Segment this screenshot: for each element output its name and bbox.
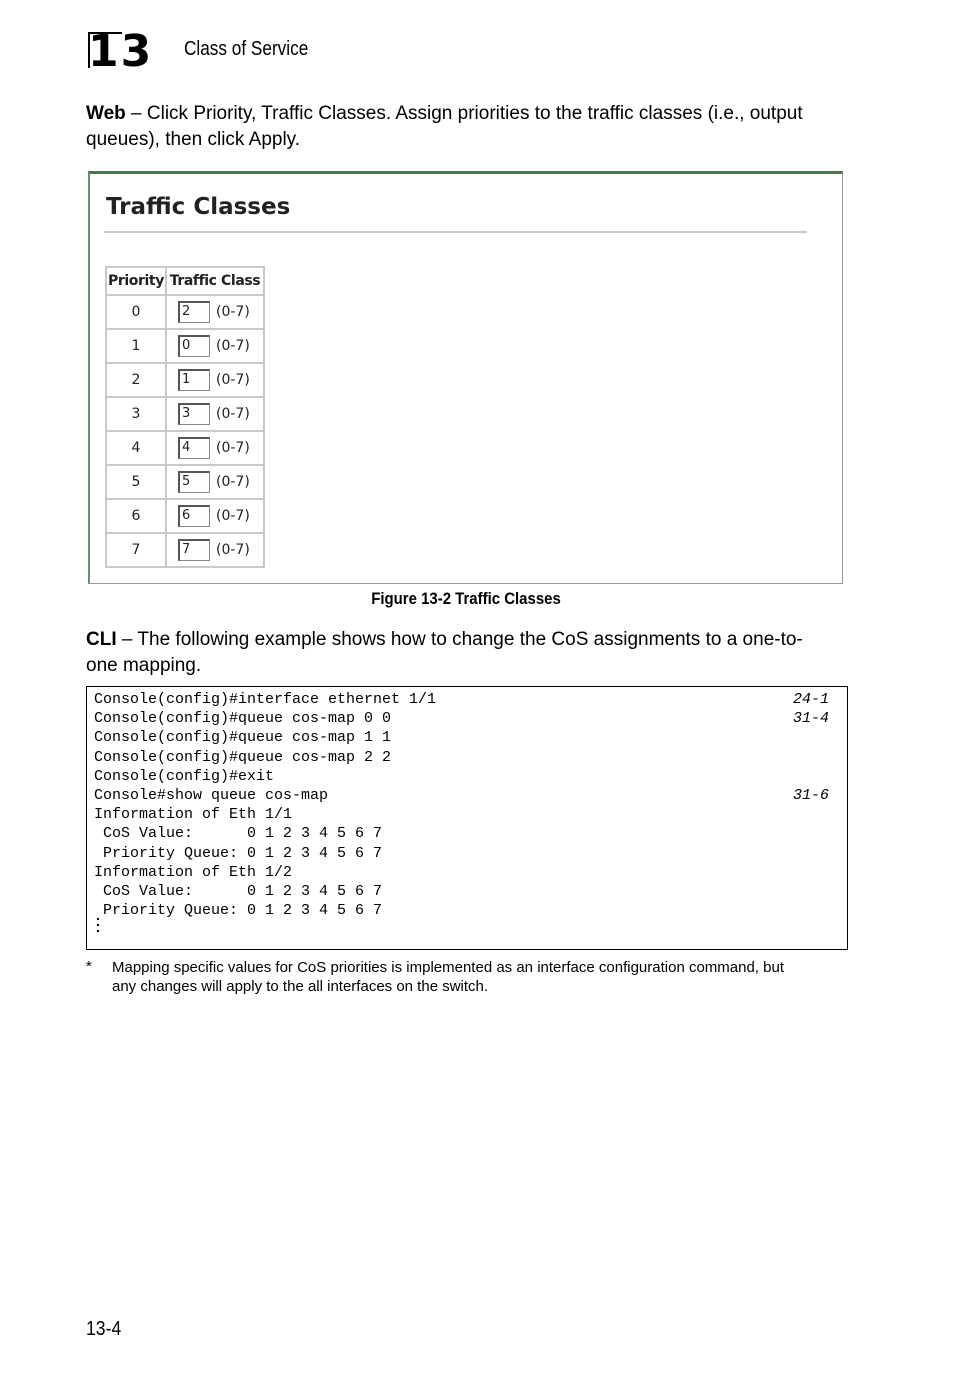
table-row [106, 431, 264, 465]
traffic-class-input[interactable]: 1 [178, 369, 210, 391]
traffic-class-input[interactable]: 0 [178, 335, 210, 357]
range-hint: (0-7) [216, 508, 250, 524]
traffic-class-cell [166, 397, 264, 431]
priority-value: 4 [106, 431, 166, 465]
table-row [106, 499, 264, 533]
title-divider [104, 231, 807, 233]
range-hint: (0-7) [216, 304, 250, 320]
table-row [106, 329, 264, 363]
cli-instructions [86, 627, 826, 679]
table-row [106, 363, 264, 397]
code-line: Information of Eth 1/2 [94, 863, 293, 881]
traffic-class-cell [166, 533, 264, 567]
range-hint: (0-7) [216, 406, 250, 422]
priority-value: 2 [106, 363, 166, 397]
code-line: Console#show queue cos-map [94, 787, 329, 804]
chapter-title: Class of Service [184, 38, 309, 60]
range-hint: (0-7) [216, 440, 250, 456]
traffic-class-cell [166, 363, 264, 397]
traffic-classes-screenshot [88, 171, 843, 584]
priority-value: 5 [106, 465, 166, 499]
code-reference: 24-1 [792, 691, 829, 708]
chapter-number: 13 [88, 26, 154, 77]
traffic-class-input[interactable]: 5 [178, 471, 210, 493]
range-hint: (0-7) [216, 542, 250, 558]
table-row [106, 465, 264, 499]
web-lead: Web [86, 103, 126, 124]
web-text: – Click Priority, Traffic Classes. Assign priorities to the traffic classes (i.e., output queues), then click Apply. [86, 103, 803, 150]
cli-text: – The following example shows how to change the CoS assignments to a one-to-one mapping. [86, 629, 803, 676]
traffic-class-column-header: Traffic Class [166, 267, 264, 295]
priority-value: 6 [106, 499, 166, 533]
code-line: Information of Eth 1/1 [94, 806, 293, 824]
traffic-class-cell [166, 431, 264, 465]
footnote-mark: * [86, 958, 92, 975]
code-reference: 31-6 [792, 787, 829, 804]
priority-value: 3 [106, 397, 166, 431]
table-header-row [106, 267, 264, 295]
code-line: CoS Value: 0 1 2 3 4 5 6 7 [94, 825, 383, 843]
traffic-class-cell [166, 329, 264, 363]
screenshot-title: Traffic Classes [106, 194, 291, 220]
code-line: CoS Value: 0 1 2 3 4 5 6 7 [94, 883, 383, 900]
code-line: Console(config)#exit [94, 767, 275, 785]
cli-code-block [86, 686, 848, 950]
continuation-dots [97, 918, 101, 936]
traffic-class-cell [166, 499, 264, 533]
range-hint: (0-7) [216, 338, 250, 354]
table-row [106, 295, 264, 329]
table-row [106, 397, 264, 431]
page-number: 13-4 [86, 1318, 122, 1340]
code-line: Priority Queue: 0 1 2 3 4 5 6 7 [94, 844, 383, 862]
web-instructions [86, 101, 826, 153]
code-line: Console(config)#queue cos-map 1 1 [94, 729, 392, 747]
code-line: Console(config)#queue cos-map 0 0 [94, 710, 392, 728]
traffic-class-input[interactable]: 3 [178, 403, 210, 425]
figure-caption: Figure 13-2 Traffic Classes [371, 589, 561, 608]
range-hint: (0-7) [216, 474, 250, 490]
footnote-text: Mapping specific values for CoS priorities is implemented as an interface configuration command, but any changes will apply to the all interfaces on the switch. [112, 959, 784, 995]
code-line: Priority Queue: 0 1 2 3 4 5 6 7 [94, 902, 383, 920]
cli-lead: CLI [86, 629, 117, 650]
code-line: Console(config)#interface ethernet 1/1 [94, 691, 437, 708]
range-hint: (0-7) [216, 372, 250, 388]
traffic-class-input[interactable]: 4 [178, 437, 210, 459]
traffic-class-cell [166, 295, 264, 329]
priority-column-header: Priority [106, 267, 166, 295]
priority-value: 7 [106, 533, 166, 567]
code-line: Console(config)#queue cos-map 2 2 [94, 748, 392, 766]
traffic-class-input[interactable]: 7 [178, 539, 210, 561]
traffic-class-input[interactable]: 6 [178, 505, 210, 527]
table-row [106, 533, 264, 567]
traffic-class-table [105, 266, 265, 568]
priority-value: 1 [106, 329, 166, 363]
traffic-class-cell [166, 465, 264, 499]
code-reference: 31-4 [792, 710, 829, 728]
traffic-class-input[interactable]: 2 [178, 301, 210, 323]
priority-value: 0 [106, 295, 166, 329]
